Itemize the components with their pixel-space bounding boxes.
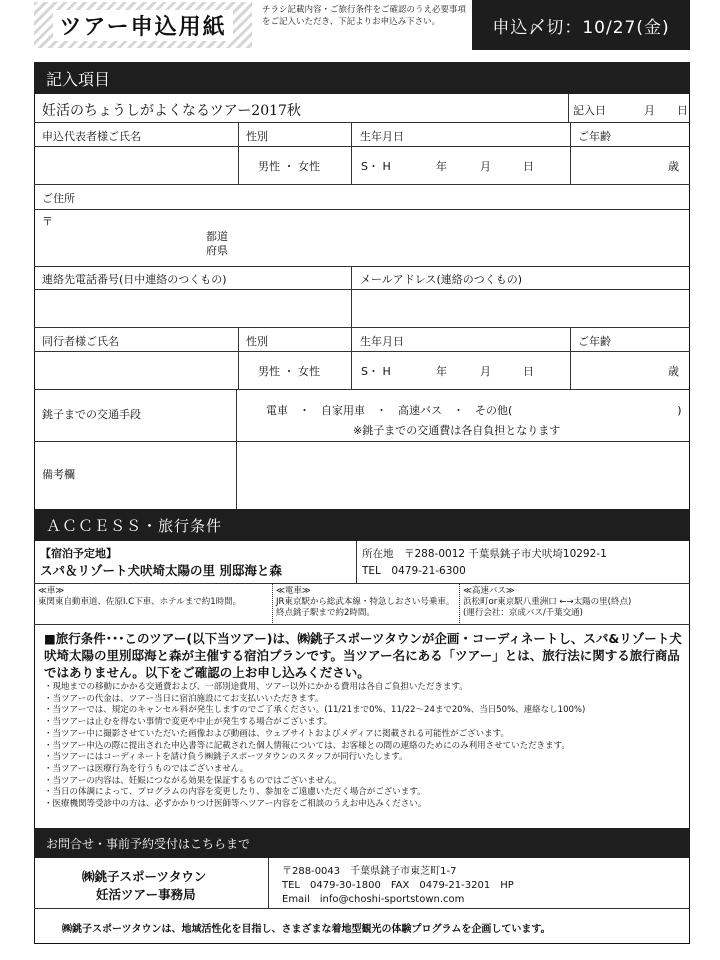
phone-field[interactable]	[36, 291, 349, 325]
terms-item: ・ 医療機関等受診中の方は、必ずかかりつけ医師等へツアー内容をご相談のうえお申込みください。	[44, 799, 684, 811]
train-title: ≪電車≫	[276, 586, 311, 596]
contact-org: ㈱銚子スポーツタウン	[82, 869, 207, 884]
contact-title: お問合せ・事前予約受付はこちらまで	[46, 836, 251, 851]
hotel-name: スパ＆リゾート犬吠埼太陽の里 別邸海と森	[40, 563, 282, 578]
companion-name-label: 同行者様ご氏名	[42, 335, 119, 348]
companion-name-field[interactable]	[36, 353, 236, 387]
section-header-access	[34, 509, 690, 541]
rep-gender-options[interactable]: 男性 ・ 女性	[258, 160, 320, 173]
entry-date-month: 月	[644, 104, 655, 117]
companion-birth-era[interactable]: S・ H	[361, 365, 391, 378]
companion-age-label: ご年齢	[578, 335, 611, 348]
deadline-badge: 申込〆切：10/27(金)	[472, 0, 690, 50]
contact-address: 〒288-0043 千葉県銚子市東芝町1-7	[282, 866, 457, 877]
pref-label-1: 都道	[206, 230, 228, 243]
car-text: 東関東自動車道、佐原I.C下車、ホテルまで約1時間。	[38, 597, 242, 607]
address-label: ご住所	[42, 192, 75, 205]
terms-item: ・ 当ツアーは止むを得ない事情で変更や中止が発生する場合がございます。	[44, 717, 684, 729]
transport-label: 銚子までの交通手段	[42, 408, 141, 421]
rep-age-field[interactable]	[572, 148, 664, 182]
bus-title: ≪高速バス≫	[463, 586, 515, 596]
hotel-tel: TEL 0479-21-6300	[362, 565, 466, 577]
footer-message: ㈱銚子スポーツタウンは、地域活性化を目指し、さまざまな着地型観光の体験プログラムを企画しています。	[62, 924, 551, 935]
terms-item: ・ 当ツアー中に撮影させていただいた画像および動画は、ウェブサイトおよびメディアに掲載される可能性がございます。	[44, 729, 684, 741]
contact-office: 妊活ツアー事務局	[96, 887, 196, 902]
terms-item: ・ 当日の体調によって、プログラムの内容を変更したり、参加をご遠慮いただく場合がございます。	[44, 787, 684, 799]
bus-operator: (運行会社：京成バス/千葉交通)	[463, 608, 583, 618]
transport-note: ※銚子までの交通費は各自負担となります	[353, 424, 561, 437]
rep-birth-year: 年	[436, 160, 447, 173]
entry-date-label: 記入日	[573, 104, 606, 117]
pref-label-2: 府県	[206, 244, 228, 257]
companion-birth-year: 年	[436, 365, 447, 378]
terms-item: ・ 当ツアーの内容は、妊娠につながる効果を保証するものではございません。	[44, 776, 684, 788]
rep-gender-label: 性別	[246, 130, 268, 143]
access-title: ＡＣＣＥＳＳ・旅行条件	[46, 516, 223, 535]
rep-birth-label: 生年月日	[360, 130, 404, 143]
companion-age-field[interactable]	[572, 353, 664, 387]
terms-item: ・ 当ツアーの代金は、ツアー当日に宿泊施設にてお支払いいただきます。	[44, 694, 684, 706]
terms-item: ・ 現地までの移動にかかる交通費および、一部別途費用、ツアー以外にかかる費用は各自ご負担いただきます。	[44, 682, 684, 694]
email-field[interactable]	[353, 291, 688, 325]
companion-birth-day: 日	[523, 365, 534, 378]
tour-name: 妊活のちょうしがよくなるツアー2017秋	[42, 103, 301, 119]
rep-name-label: 申込代表者様ご氏名	[42, 130, 141, 143]
terms-item: ・ 当ツアーは医療行為を行うものではございません。	[44, 764, 684, 776]
phone-label: 連絡先電話番号(日中連絡のつくもの)	[42, 273, 227, 286]
terms-heading: ■旅行条件･･･このツアー(以下当ツアー)は、㈱銚子スポーツタウンが企画・コーディネートし、スパ&リゾート犬吠埼太陽の里別邸海と森が主催する宿泊プランです。当ツアー名にある「ツアー」とは、旅行法に関する旅行商品ではありません。以下をご確認の上お申し込みください。	[44, 631, 682, 680]
hotel-address: 所在地 〒288-0012 千葉県銚子市犬吠埼10292-1	[362, 548, 607, 560]
rep-birth-month: 月	[480, 160, 491, 173]
section-header-entry	[34, 62, 690, 94]
rep-birth-era[interactable]: S・ H	[361, 160, 391, 173]
address-field[interactable]	[56, 211, 686, 265]
train-text: JR東京駅から総武本線・特急しおさい号乗車。終点銚子駅まで約2時間。	[276, 597, 455, 618]
hotel-label: 【宿泊予定地】	[40, 547, 117, 560]
contact-email[interactable]: Email info@choshi-sportstown.com	[282, 894, 465, 905]
entry-month-field[interactable]	[598, 96, 642, 120]
transport-options[interactable]: 電車 ・ 自家用車 ・ 高速バス ・ その他( )	[266, 404, 682, 417]
section-title: 記入項目	[46, 69, 111, 89]
companion-birth-label: 生年月日	[360, 335, 404, 348]
email-label: メールアドレス(連絡のつくもの)	[360, 273, 523, 286]
companion-age-unit: 歳	[668, 365, 679, 378]
rep-birth-day: 日	[523, 160, 534, 173]
rep-age-label: ご年齢	[578, 130, 611, 143]
companion-gender-label: 性別	[246, 335, 268, 348]
instruction-note: チラシ記載内容・ご旅行条件をご確認のうえ必要事項をご記入いただき、下記よりお申込み下さい。	[262, 5, 467, 27]
bus-text: 浜松町or東京駅八重洲口 ←→太陽の里(終点)	[463, 597, 632, 607]
contact-tel[interactable]: TEL 0479-30-1800 FAX 0479-21-3201 HP	[282, 880, 514, 891]
form-title-banner	[34, 2, 252, 48]
section-header-contact	[34, 828, 690, 858]
companion-birth-month: 月	[480, 365, 491, 378]
entry-date-day: 日	[677, 104, 688, 117]
terms-list	[44, 682, 684, 811]
remarks-label: 備考欄	[42, 468, 75, 481]
remarks-field[interactable]	[238, 443, 688, 507]
terms-item: ・ 当ツアー申込の際に提出された申込書等に記載された個人情報については、お客様との間の連絡のためにのみ利用させていただきます。	[44, 741, 684, 753]
companion-gender-options[interactable]: 男性 ・ 女性	[258, 365, 320, 378]
terms-item: ・ 当ツアーにはコーディネートを請け負う㈱銚子スポーツタウンのスタッフが同行いたします。	[44, 752, 684, 764]
terms-item: ・ 当ツアーでは、規定のキャンセル料が発生しますのでご了承ください。(11/21まで0%、11/22～24まで20%、当日50%、連絡なし100%)	[44, 705, 684, 717]
postal-mark: 〒	[42, 215, 53, 228]
car-title: ≪車≫	[38, 586, 65, 596]
rep-name-field[interactable]	[36, 148, 236, 182]
rep-age-unit: 歳	[668, 160, 679, 173]
form-title: ツアー申込用紙	[53, 10, 232, 41]
entry-day-field[interactable]	[656, 96, 676, 120]
